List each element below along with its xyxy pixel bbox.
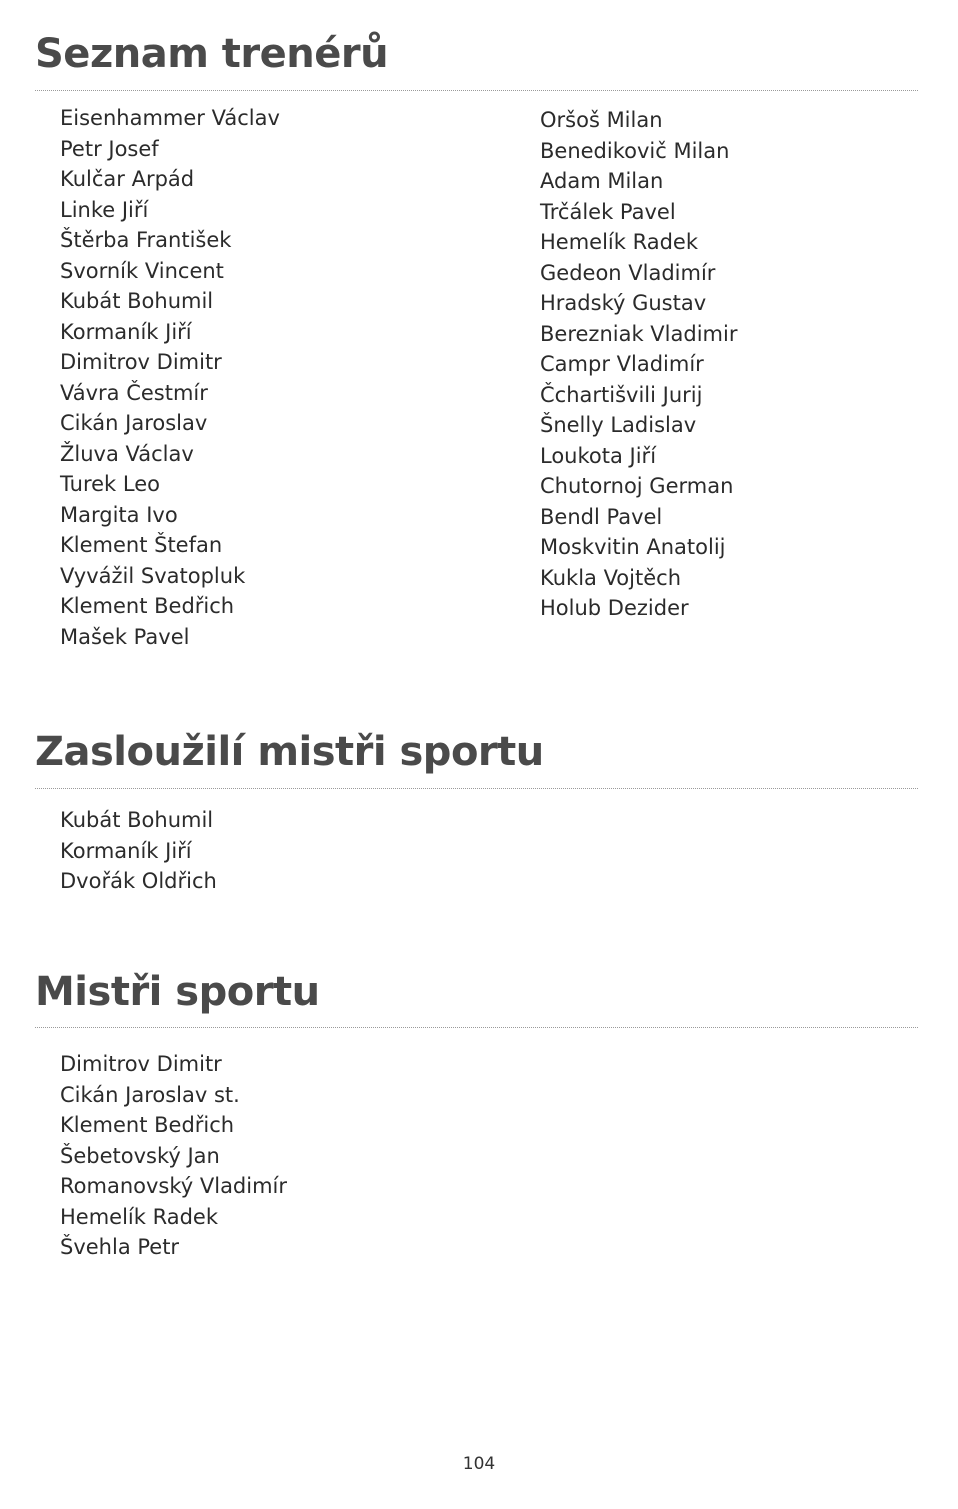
list-item: Hemelík Radek [540, 230, 699, 254]
list-item: Campr Vladimír [540, 352, 704, 376]
list-item: Šebetovský Jan [60, 1143, 220, 1168]
list-item: Vávra Čestmír [60, 380, 208, 405]
list-item: Kubát Bohumil [60, 808, 214, 832]
list-item: Margita Ivo [60, 502, 178, 527]
list-item: Berezniak Vladimir [540, 321, 738, 346]
trainers-list-right [540, 105, 737, 624]
list-item: Dimitrov Dimitr [60, 1052, 222, 1076]
list-item: Cikán Jaroslav st. [60, 1082, 240, 1107]
list-item: Turek Leo [60, 472, 160, 496]
list-item: Dvořák Oldřich [60, 869, 217, 893]
list-item: Kulčar Arpád [60, 167, 195, 191]
list-item: Linke Jiří [60, 197, 149, 222]
list-item: Loukota Jiří [540, 443, 657, 468]
list-item: Adam Milan [540, 169, 664, 193]
list-item: Bendl Pavel [540, 504, 663, 529]
list-item: Vyvážil Svatopluk [60, 563, 246, 588]
divider-trainers [35, 90, 918, 91]
list-item: Trčálek Pavel [540, 199, 676, 224]
divider-masters [35, 1027, 918, 1028]
list-item: Moskvitin Anatolij [540, 535, 726, 559]
list-item: Svorník Vincent [60, 258, 224, 283]
divider-honored-masters [35, 788, 918, 789]
list-item: Čchartišvili Jurij [540, 382, 703, 407]
masters-list [60, 1049, 287, 1263]
list-item: Švehla Petr [60, 1235, 180, 1259]
list-item: Žluva Václav [60, 441, 194, 466]
honored-masters-list [60, 805, 217, 897]
list-item: Oršoš Milan [540, 108, 663, 132]
list-item: Eisenhammer Václav [60, 106, 280, 130]
list-item: Holub Dezider [540, 596, 689, 620]
list-item: Hradský Gustav [540, 291, 707, 315]
section-title-masters: Mistři sportu [35, 969, 320, 1015]
list-item: Dimitrov Dimitr [60, 350, 222, 374]
list-item: Petr Josef [60, 136, 159, 161]
list-item: Mašek Pavel [60, 624, 190, 649]
section-title-trainers: Seznam trenérů [35, 31, 389, 77]
list-item: Gedeon Vladimír [540, 260, 716, 285]
list-item: Šnelly Ladislav [540, 413, 697, 437]
list-item: Romanovský Vladimír [60, 1174, 288, 1198]
list-item: Cikán Jaroslav [60, 411, 208, 435]
trainers-list-left [60, 103, 280, 652]
page-number: 104 [462, 1454, 496, 1474]
list-item: Kormaník Jiří [60, 838, 192, 863]
list-item: Kubát Bohumil [60, 289, 214, 313]
list-item: Benedikovič Milan [540, 138, 730, 163]
list-item: Klement Bedřich [60, 1113, 235, 1137]
list-item: Kukla Vojtěch [540, 565, 682, 590]
section-title-honored-masters: Zasloužilí mistři sportu [35, 729, 544, 775]
list-item: Kormaník Jiří [60, 319, 192, 344]
list-item: Klement Štefan [60, 533, 223, 557]
list-item: Chutornoj German [540, 474, 734, 498]
list-item: Klement Bedřich [60, 594, 235, 618]
list-item: Štěrba František [60, 228, 232, 252]
list-item: Hemelík Radek [60, 1204, 219, 1229]
